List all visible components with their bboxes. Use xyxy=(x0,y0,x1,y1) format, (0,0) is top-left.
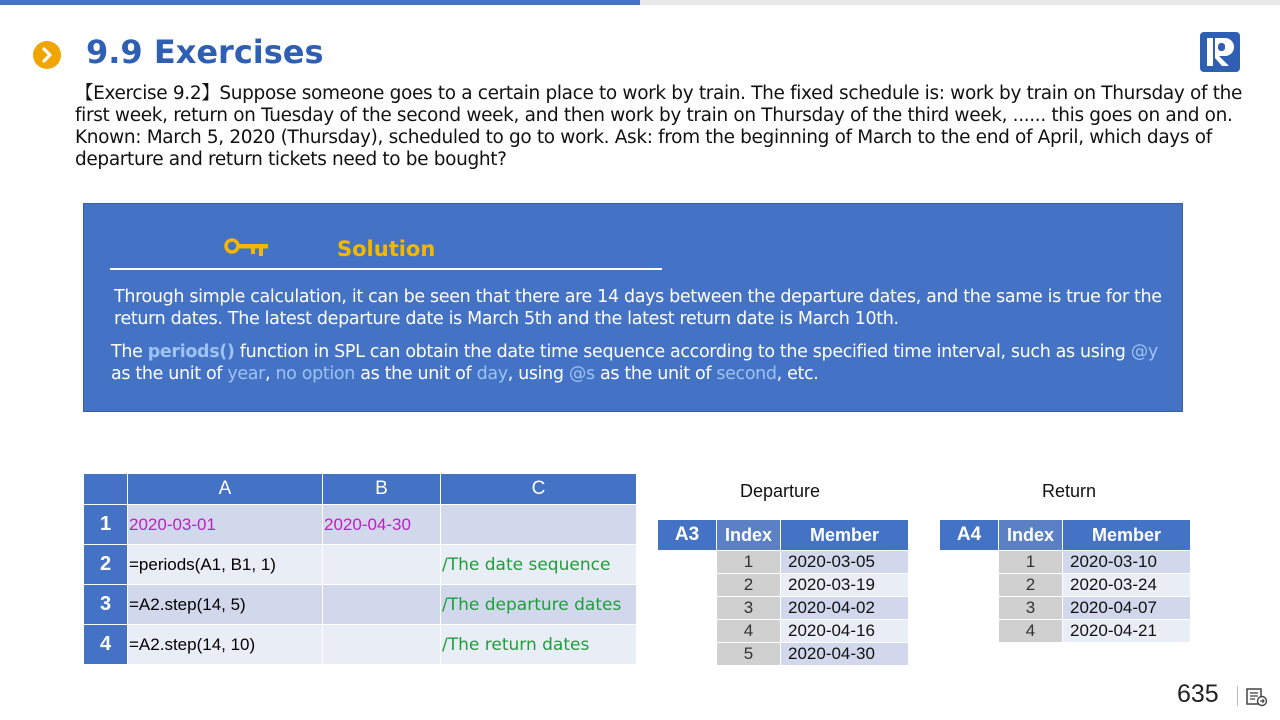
cell-c2[interactable]: /The date sequence xyxy=(441,545,637,585)
p2-text: , using xyxy=(507,364,569,384)
row-index: 3 xyxy=(999,597,1063,620)
cell-c1[interactable] xyxy=(441,505,637,545)
cell-b2[interactable] xyxy=(323,545,441,585)
cell-c3[interactable]: /The departure dates xyxy=(441,585,637,625)
row-index: 4 xyxy=(999,620,1063,643)
result-tag-a3: A3 xyxy=(658,520,717,551)
row-member: 2020-04-02 xyxy=(781,597,909,620)
unit-year: year xyxy=(227,364,265,384)
p2-text: , xyxy=(265,364,276,384)
member-header: Member xyxy=(781,520,909,551)
page-number: 635 xyxy=(1177,680,1219,708)
progress-bar xyxy=(0,0,640,5)
blank-cell xyxy=(658,597,717,620)
option-s: @s xyxy=(568,364,595,384)
index-header: Index xyxy=(999,520,1063,551)
p2-text: , etc. xyxy=(776,364,819,384)
key-icon xyxy=(224,237,270,262)
result-tag-a4: A4 xyxy=(940,520,999,551)
slide-notes-icon[interactable] xyxy=(1246,687,1268,712)
blank-cell xyxy=(658,551,717,574)
row-member: 2020-03-19 xyxy=(781,574,909,597)
departure-result-table xyxy=(657,519,909,666)
p2-text: as the unit of xyxy=(594,364,717,384)
cell-b1[interactable]: 2020-04-30 xyxy=(323,505,441,545)
row-member: 2020-04-30 xyxy=(781,643,909,666)
blank-cell xyxy=(658,620,717,643)
p2-text: as the unit of xyxy=(111,364,228,384)
unit-day: day xyxy=(476,364,508,384)
blank-cell xyxy=(940,574,999,597)
cell-a4[interactable]: =A2.step(14, 10) xyxy=(128,625,323,665)
blank-cell xyxy=(658,574,717,597)
return-result-table xyxy=(939,519,1191,643)
return-label: Return xyxy=(1042,481,1097,501)
solution-box xyxy=(83,203,1183,412)
chevron-right-circle-icon xyxy=(33,41,61,69)
cell-b3[interactable] xyxy=(323,585,441,625)
p2-text: function in SPL can obtain the date time sequence according to the specified time interval, such as using xyxy=(234,342,1131,362)
p2-text: as the unit of xyxy=(355,364,477,384)
row-header-3[interactable]: 3 xyxy=(84,585,128,625)
solution-paragraph-2 xyxy=(111,341,1171,385)
column-header-a[interactable]: A xyxy=(128,474,323,505)
row-index: 1 xyxy=(999,551,1063,574)
raqsoft-logo-icon xyxy=(1199,31,1241,73)
option-y: @y xyxy=(1130,342,1158,362)
row-header-1[interactable]: 1 xyxy=(84,505,128,545)
column-header-c[interactable]: C xyxy=(441,474,637,505)
row-index: 3 xyxy=(717,597,781,620)
solution-divider xyxy=(110,268,662,270)
p2-text: The xyxy=(111,342,148,362)
cell-a1[interactable]: 2020-03-01 xyxy=(128,505,323,545)
row-member: 2020-03-24 xyxy=(1063,574,1191,597)
departure-label: Departure xyxy=(740,481,821,501)
blank-cell xyxy=(658,643,717,666)
blank-cell xyxy=(940,551,999,574)
row-index: 1 xyxy=(717,551,781,574)
cell-b4[interactable] xyxy=(323,625,441,665)
blank-cell xyxy=(940,620,999,643)
column-header-b[interactable]: B xyxy=(323,474,441,505)
row-index: 2 xyxy=(717,574,781,597)
row-index: 2 xyxy=(999,574,1063,597)
index-header: Index xyxy=(717,520,781,551)
solution-paragraph-1: Through simple calculation, it can be seen that there are 14 days between the departure dates, and the same is true for the return dates. The latest departure date is March 5th and the latest return date is March 10th. xyxy=(114,287,1162,329)
row-header-2[interactable]: 2 xyxy=(84,545,128,585)
no-option: no option xyxy=(275,364,355,384)
member-header: Member xyxy=(1063,520,1191,551)
row-index: 5 xyxy=(717,643,781,666)
row-member: 2020-04-07 xyxy=(1063,597,1191,620)
cell-a3[interactable]: =A2.step(14, 5) xyxy=(128,585,323,625)
grid-corner xyxy=(84,474,128,505)
progress-track xyxy=(0,0,1280,5)
row-member: 2020-03-05 xyxy=(781,551,909,574)
unit-second: second xyxy=(716,364,777,384)
cell-c4[interactable]: /The return dates xyxy=(441,625,637,665)
row-member: 2020-04-21 xyxy=(1063,620,1191,643)
solution-title: Solution xyxy=(337,237,436,261)
row-member: 2020-03-10 xyxy=(1063,551,1191,574)
spl-grid xyxy=(83,473,637,665)
periods-function: periods() xyxy=(147,342,235,362)
footer-divider xyxy=(1237,686,1238,706)
exercise-text: 【Exercise 9.2】Suppose someone goes to a certain place to work by train. The fixed schedule is: work by train on Thursday of the first week, return on Tuesday of the second week, and then work by train on Thursday of the third week, ...... this goes on and on. Known: March 5, 2020 (Thursday), scheduled to go to work. Ask: from the beginning of March to the end of April, which days of departure and return tickets need to be bought? xyxy=(75,83,1243,170)
blank-cell xyxy=(940,597,999,620)
cell-a2[interactable]: =periods(A1, B1, 1) xyxy=(128,545,323,585)
row-member: 2020-04-16 xyxy=(781,620,909,643)
page-title: 9.9 Exercises xyxy=(86,33,324,71)
row-header-4[interactable]: 4 xyxy=(84,625,128,665)
row-index: 4 xyxy=(717,620,781,643)
